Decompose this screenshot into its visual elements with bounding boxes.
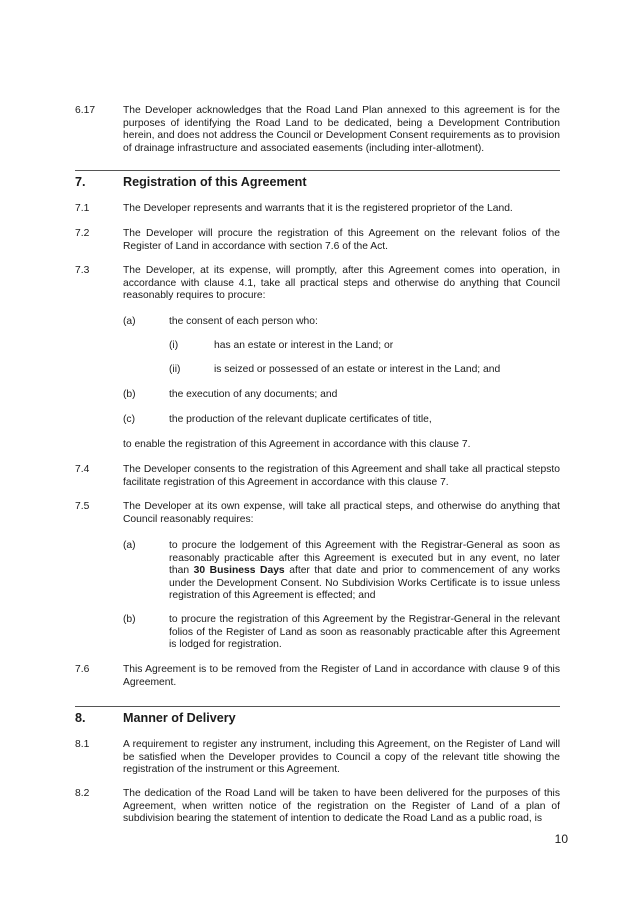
clause-text: The Developer, at its expense, will promptly, after this Agreement comes into operation, in accordance with clause 4.1, take all practical steps and otherwise do anything that Council reasonably requires to procure: [123, 265, 560, 302]
clause-text: The Developer acknowledges that the Road Land Plan annexed to this agreement is for the purposes of identifying the Road Land to be dedicated, being a Development Contribution herein, and does not address the Council or Development Consent requirements as to provision of drainage infrastructure and associated easements (including inter-allotment). [123, 105, 560, 154]
clause-text: The Developer consents to the registration of this Agreement and shall take all practical stepsto facilitate registration of this Agreement in accordance with this clause 7. [123, 464, 560, 488]
subclause-text-part: to procure the lodgement of this Agreement with the Registrar-General as soon as reasonably practicable after this Agreement is executed but in any event, no later than [169, 540, 560, 577]
subclause-label: (a) [123, 540, 136, 551]
clause-number: 7.4 [75, 464, 90, 475]
clause-number: 8.2 [75, 788, 90, 799]
clause-number: 8.1 [75, 739, 90, 750]
deadline-emphasis: 30 Business Days [193, 565, 285, 577]
subclause-text [169, 540, 560, 603]
clause-text: The Developer will procure the registration of this Agreement on the relevant folios of the Register of Land in accordance with section 7.6 of the Act. [123, 228, 560, 252]
section-title: Registration of this Agreement [123, 175, 307, 189]
clause-text: The Developer represents and warrants that it is the registered proprietor of the Land. [123, 203, 513, 214]
section-divider [75, 170, 560, 171]
clause-text: The Developer at its own expense, will take all practical steps, and otherwise do anything that Council reasonably requires: [123, 501, 560, 525]
subclause-text: is seized or possessed of an estate or interest in the Land; and [214, 364, 501, 375]
clause-number: 7.6 [75, 664, 90, 675]
subclause-text-part: after that date and prior to commencement of any works under the Development Consent. No Subdivision Works Certificate is to issue unless registration of this Agreement is effected; and [169, 565, 561, 602]
subclause-label: (b) [123, 389, 136, 400]
subclause-text: to procure the registration of this Agreement by the Registrar-General in the relevant folios of the Register of Land as soon as reasonably practicable after this Agreement is lodged for registration. [169, 614, 560, 651]
subclause-label: (c) [123, 414, 136, 425]
clause-number: 7.3 [75, 265, 90, 276]
subclause-label: (i) [169, 340, 179, 351]
clause-number: 7.2 [75, 228, 90, 239]
section-number: 7. [75, 175, 86, 189]
section-divider [75, 706, 560, 707]
page-number: 10 [554, 832, 568, 846]
section-title: Manner of Delivery [123, 711, 236, 725]
subclause-text: the execution of any documents; and [169, 389, 338, 400]
subclause-label: (a) [123, 316, 136, 327]
clause-number: 7.5 [75, 501, 90, 512]
clause-tail-text: to enable the registration of this Agreement in accordance with this clause 7. [123, 439, 471, 450]
clause-text: The dedication of the Road Land will be taken to have been delivered for the purposes of this Agreement, when written notice of the registration on the Register of Land of a plan of subdivision bearing the statement of intention to dedicate the Road Land as a public road, is [123, 788, 560, 825]
clause-text: A requirement to register any instrument, including this Agreement, on the Register of Land will be satisfied when the Developer provides to Council a copy of the relevant title showing the registration of the instrument or this Agreement. [123, 739, 560, 776]
subclause-label: (b) [123, 614, 136, 625]
clause-number: 6.17 [75, 105, 96, 116]
clause-text: This Agreement is to be removed from the Register of Land in accordance with clause 9 of this Agreement. [123, 664, 560, 688]
section-number: 8. [75, 711, 86, 725]
subclause-text: the consent of each person who: [169, 316, 318, 327]
subclause-label: (ii) [169, 364, 181, 375]
subclause-text: has an estate or interest in the Land; or [214, 340, 394, 351]
clause-number: 7.1 [75, 203, 90, 214]
subclause-text: the production of the relevant duplicate certificates of title, [169, 414, 432, 425]
